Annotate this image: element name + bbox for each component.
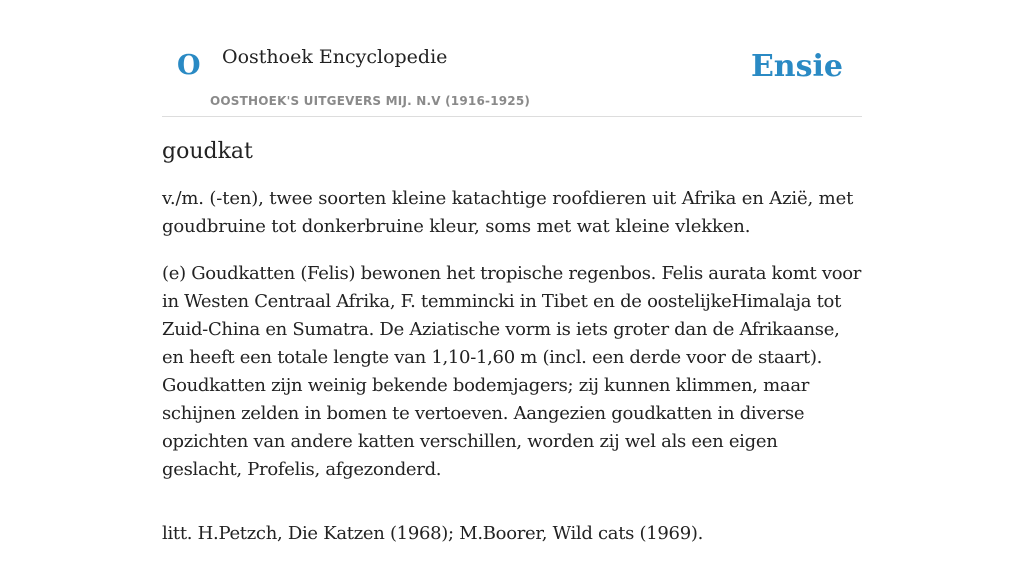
publication-logo: O: [177, 50, 201, 81]
article-definition: v./m. (-ten), twee soorten kleine katachtige roofdieren uit Afrika en Azië, met goudbruine tot donkerbruine kleur, soms met wat kleine vlekken.: [162, 187, 854, 237]
article-headword: goudkat: [162, 139, 253, 164]
article-body: (e) Goudkatten (Felis) bewonen het tropische regenbos. Felis aurata komt voor in Westen Centraal Afrika, F. temmincki in Tibet en de oostelijkeHimalaja tot Zuid-China en Sumatra. De Aziatische vorm is iets groter dan de Afrikaanse, en heeft een totale lengte van 1,10-1,60 m (incl. een derde voor de staart). Goudkatten zijn weinig bekende bodemjagers; zij kunnen klimmen, maar schijnen zelden in bomen te vertoeven. Aangezien goudkatten in diverse opzichten van andere katten verschillen, worden zij wel als een eigen geslacht, Profelis, afgezonderd.: [162, 262, 862, 480]
article: [162, 138, 862, 567]
article-literature: litt. H.Petzch, Die Katzen (1968); M.Boorer, Wild cats (1969).: [162, 522, 704, 544]
publisher-name: OOSTHOEK'S UITGEVERS MIJ. N.V (1916-1925): [210, 94, 531, 108]
site-header: [162, 0, 862, 117]
ensie-logo-link[interactable]: Ensie: [750, 49, 843, 84]
publication-title: Oosthoek Encyclopedie: [222, 46, 448, 68]
